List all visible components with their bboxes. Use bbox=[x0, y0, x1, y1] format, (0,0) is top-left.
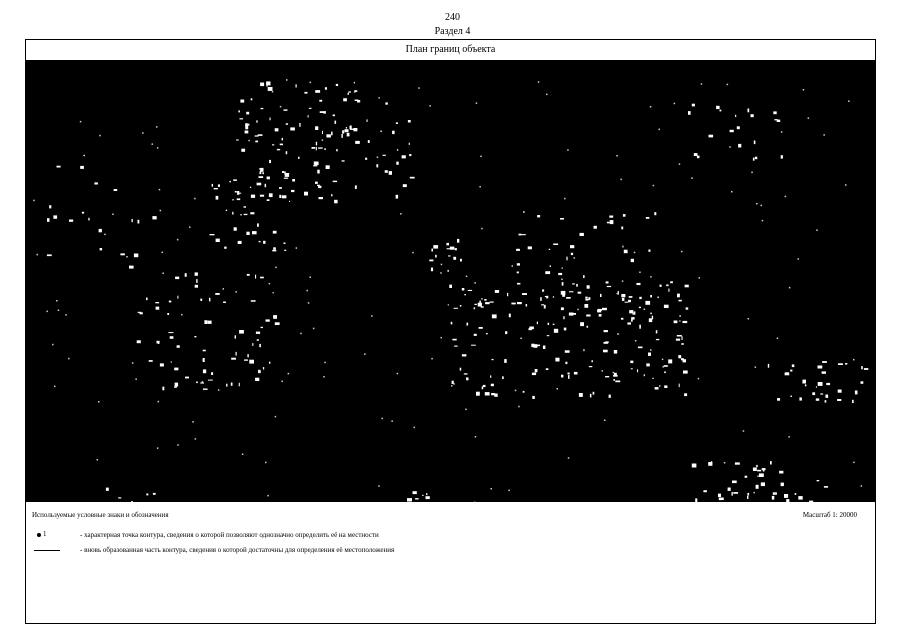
plan-frame bbox=[25, 39, 876, 624]
legend-item-text: - характерная точка контура, сведения о которой позволяют однозначно определить её на местности bbox=[80, 531, 379, 539]
legend-item-point bbox=[32, 531, 410, 539]
page-number: 240 bbox=[445, 12, 460, 23]
point-number: 1 bbox=[43, 530, 47, 538]
point-icon bbox=[32, 531, 80, 539]
plan-title: План границ объекта bbox=[26, 40, 875, 61]
legend bbox=[26, 502, 875, 624]
section-title: Раздел 4 bbox=[434, 26, 471, 37]
legend-item-line bbox=[32, 546, 410, 554]
aerial-photo-icon bbox=[26, 61, 875, 502]
scale-label: Масштаб 1: 20000 bbox=[802, 511, 857, 519]
legend-heading: Используемые условные знаки и обозначения bbox=[32, 511, 169, 519]
aerial-photo-map bbox=[26, 61, 875, 502]
line-icon bbox=[32, 546, 80, 554]
legend-item-text: - вновь образованная часть контура, сведения о которой достаточны для определения её местоположения bbox=[80, 546, 395, 554]
